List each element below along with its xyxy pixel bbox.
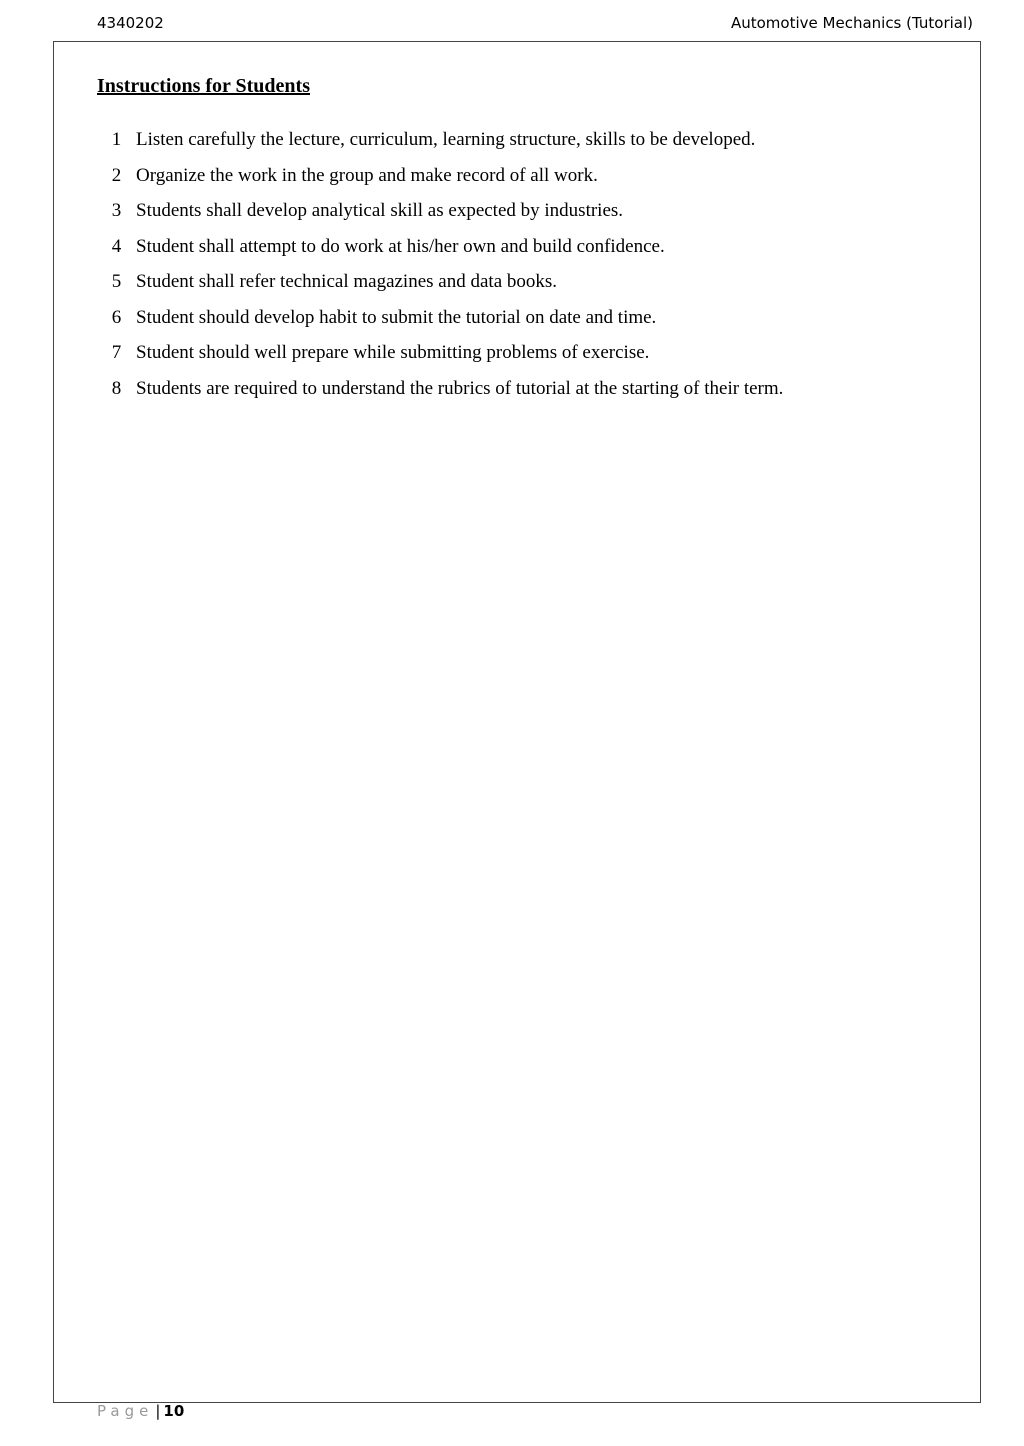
page-label: Page — [97, 1402, 154, 1420]
list-item — [97, 198, 783, 234]
item-text: Students shall develop analytical skill as expected by industries. — [136, 200, 624, 221]
item-number: 3 — [111, 200, 122, 221]
item-number: 8 — [111, 377, 122, 399]
page-footer — [97, 1400, 184, 1422]
item-text: Student should well prepare while submitting problems of exercise. — [136, 342, 650, 363]
document-title: Automotive Mechanics (Tutorial) — [730, 14, 973, 32]
list-item — [97, 163, 783, 199]
list-item — [97, 340, 783, 376]
list-item — [97, 305, 783, 341]
section-title: Instructions for Students — [97, 75, 310, 97]
instructions-list — [97, 127, 783, 411]
item-number: 5 — [111, 271, 122, 292]
item-number: 4 — [111, 235, 122, 257]
list-item — [97, 127, 783, 163]
list-item — [97, 376, 783, 412]
item-number: 1 — [111, 129, 122, 150]
item-text: Student shall refer technical magazines and data books. — [136, 271, 558, 292]
item-number: 6 — [111, 306, 122, 328]
item-number: 2 — [111, 164, 122, 186]
item-text: Students are required to understand the rubrics of tutorial at the starting of their term. — [136, 377, 784, 399]
page-number: 10 — [163, 1402, 185, 1420]
item-text: Organize the work in the group and make record of all work. — [136, 164, 598, 186]
item-number: 7 — [111, 342, 122, 363]
item-text: Student shall attempt to do work at his/her own and build confidence. — [136, 235, 665, 257]
list-item — [97, 269, 783, 305]
document-code: 4340202 — [97, 14, 164, 32]
item-text: Listen carefully the lecture, curriculum, learning structure, skills to be developed. — [136, 129, 756, 150]
item-text: Student should develop habit to submit the tutorial on date and time. — [136, 306, 657, 328]
footer-separator: | — [155, 1402, 161, 1420]
list-item — [97, 234, 783, 270]
